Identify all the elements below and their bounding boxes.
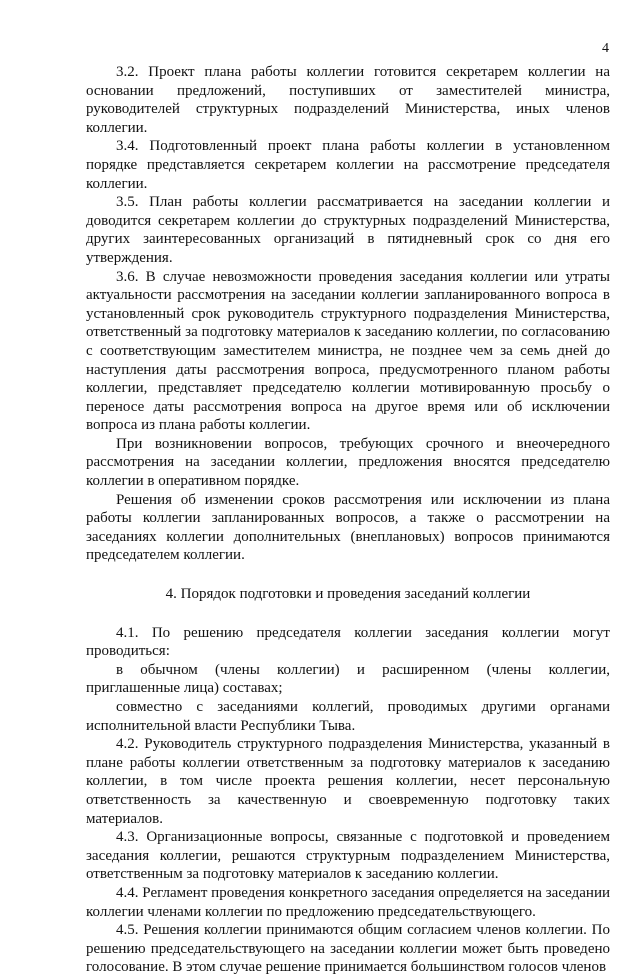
paragraph-3-5: 3.5. План работы коллегии рассматривается на заседании коллегии и доводится секретарем коллегии до структурных подразделений Министерства, других заинтересованных организаций в пятидневный срок со дня его утверждения. bbox=[86, 194, 610, 266]
paragraph-4-4: 4.4. Регламент проведения конкретного заседания определяется на заседании коллегии членами коллегии по предложению председательствующего. bbox=[86, 884, 610, 920]
paragraph-3-4: 3.4. Подготовленный проект плана работы коллегии в установленном порядке представляется секретарем коллегии на рассмотрение председателя коллегии. bbox=[86, 138, 610, 192]
document-body bbox=[86, 63, 610, 977]
paragraph-3-2: 3.2. Проект плана работы коллегии готовится секретарем коллегии на основании предложений, поступивших от заместителей министра, руководителей структурных подразделений Министерства, иных членов коллегии. bbox=[86, 64, 610, 136]
paragraph-4-1: 4.1. По решению председателя коллегии заседания коллегии могут проводиться: bbox=[86, 624, 610, 660]
paragraph-4-2: 4.2. Руководитель структурного подразделения Министерства, указанный в плане работы коллегии ответственным за подготовку материалов к заседанию коллегии, в том числе проекта решения коллегии, несет персональную ответственность за качественную и своевременную подготовку таких материалов. bbox=[86, 736, 610, 827]
paragraph-4-3: 4.3. Организационные вопросы, связанные с подготовкой и проведением заседания коллегии, решаются структурным подразделением Министерства, ответственным за подготовку материалов к заседанию коллегии. bbox=[86, 829, 610, 883]
page-number: 4 bbox=[602, 41, 609, 56]
paragraph-4-1-regular: в обычном (члены коллегии) и расширенном (члены коллегии, приглашенные лица) составах; bbox=[86, 661, 610, 697]
paragraph-urgent-questions: При возникновении вопросов, требующих срочного и внеочередного рассмотрения на заседании коллегии, предложения вносятся председателю коллегии в оперативном порядке. bbox=[86, 435, 610, 490]
paragraph-4-1-joint: совместно с заседаниями коллегий, проводимых другими органами исполнительной власти Республики Тыва. bbox=[86, 699, 610, 734]
section-heading: 4. Порядок подготовки и проведения заседаний коллегии bbox=[165, 586, 531, 603]
paragraph-4-5: 4.5. Решения коллегии принимаются общим согласием членов коллегии. По решению председательствующего на заседании коллегии может быть проведено голосование. В этом случае решение принимается большинством голосов членов bbox=[86, 922, 610, 976]
paragraph-3-6: 3.6. В случае невозможности проведения заседания коллегии или утраты актуальности рассмотрения на заседании коллегии запланированного вопроса в установленный срок руководитель структурного подразделения Министерства, ответственный за подготовку материалов к заседанию коллегии, по согласованию с соответствующим заместителем министра, не позднее чем за семь дней до наступления даты рассмотрения вопроса, предусмотренного планом работы коллегии, представляет председателю коллегии мотивированную просьбу о переносе даты рассмотрения вопроса на другое время или об исключении вопроса из плана работы коллегии. bbox=[86, 268, 610, 434]
paragraph-schedule-changes: Решения об изменении сроков рассмотрения или исключении из плана работы коллегии запланированных вопросов, а также о рассмотрении на заседаниях коллегии дополнительных (внеплановых) вопросов принимаются председателем коллегии. bbox=[86, 491, 610, 564]
